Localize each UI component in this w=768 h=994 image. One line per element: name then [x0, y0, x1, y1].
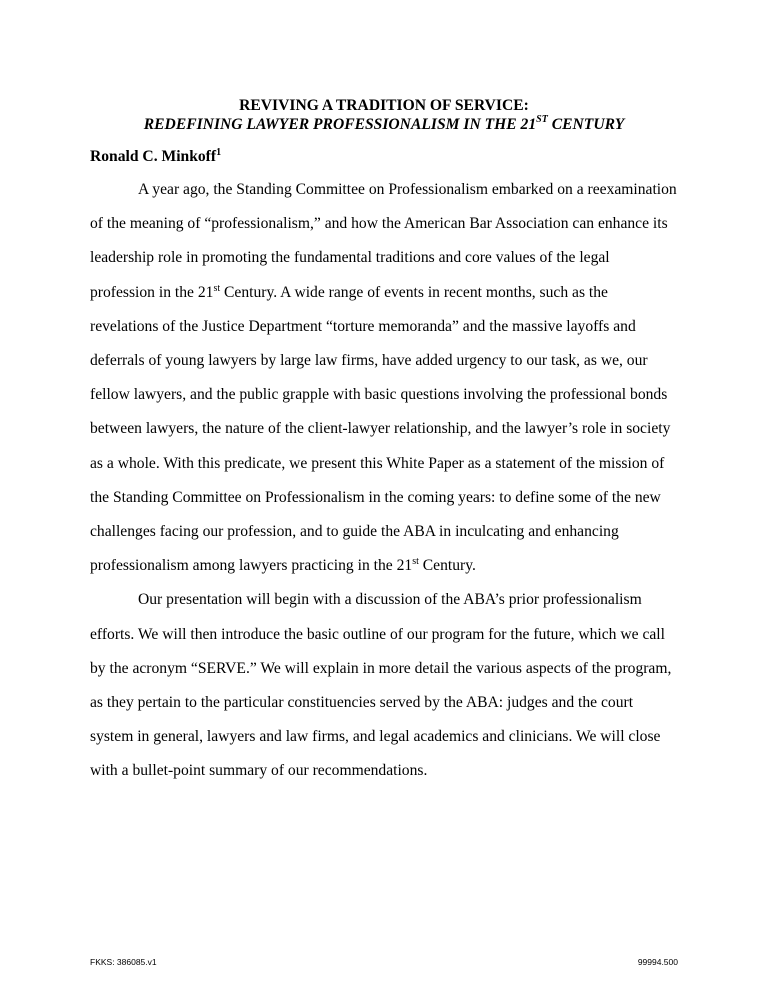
document-body — [90, 173, 678, 789]
paragraph-2: Our presentation will begin with a discussion of the ABA’s prior professionalism efforts. We will then introduce the basic outline of our program for the future, which we call by the acronym “SERVE.” We will explain in more detail the various aspects of the program, as they pertain to the particular constituencies served by the ABA: judges and the court system in general, lawyers and law firms, and legal academics and clinicians. We will close with a bullet-point summary of our recommendations. — [90, 591, 672, 780]
title-line-1: REVIVING A TRADITION OF SERVICE: — [239, 97, 529, 114]
title-line-2-prefix: REDEFINING LAWYER PROFESSIONALISM IN THE 21 — [143, 116, 537, 133]
footer-client-matter: 99994.500 — [637, 957, 678, 967]
author-name: Ronald C. Minkoff — [90, 148, 217, 165]
page-footer — [90, 957, 678, 968]
paragraph-1-part-b: Century. A wide range of events in recent months, such as the revelations of the Justice Department “torture memoranda” and the massive layoffs and deferrals of young lawyers by large law firms, have added urgency to our task, as we, our fellow lawyers, and the public grapple with basic questions involving the professional bonds between lawyers, the nature of the client-lawyer relationship, and the lawyer’s role in society as a whole. With this predicate, we present this White Paper as a statement of the mission of the Standing Committee on Professionalism in the coming years: to define some of the new challenges facing our profession, and to guide the ABA in inculcating and enhancing professionalism among lawyers practicing in the 21 — [90, 283, 671, 575]
ordinal-superscript: st — [213, 282, 221, 294]
footer-document-id: FKKS: 386085.v1 — [90, 957, 157, 967]
ordinal-superscript: st — [412, 556, 419, 568]
title-superscript: ST — [536, 113, 548, 125]
title-line-2 — [90, 115, 678, 134]
document-title — [90, 96, 678, 134]
author-footnote-ref[interactable]: 1 — [216, 146, 222, 158]
paragraph-1 — [90, 173, 678, 583]
title-line-2-suffix: CENTURY — [547, 116, 625, 133]
author-line — [90, 147, 221, 166]
paragraph-1-part-a: A year ago, the Standing Committee on Professionalism embarked on a reexamination of the meaning of “professionalism,” and how the American Bar Association can enhance its leadership role in promoting the fundamental traditions and core values of the legal profession in the 21 — [90, 181, 677, 301]
paragraph-1-part-c: Century. — [418, 557, 476, 575]
